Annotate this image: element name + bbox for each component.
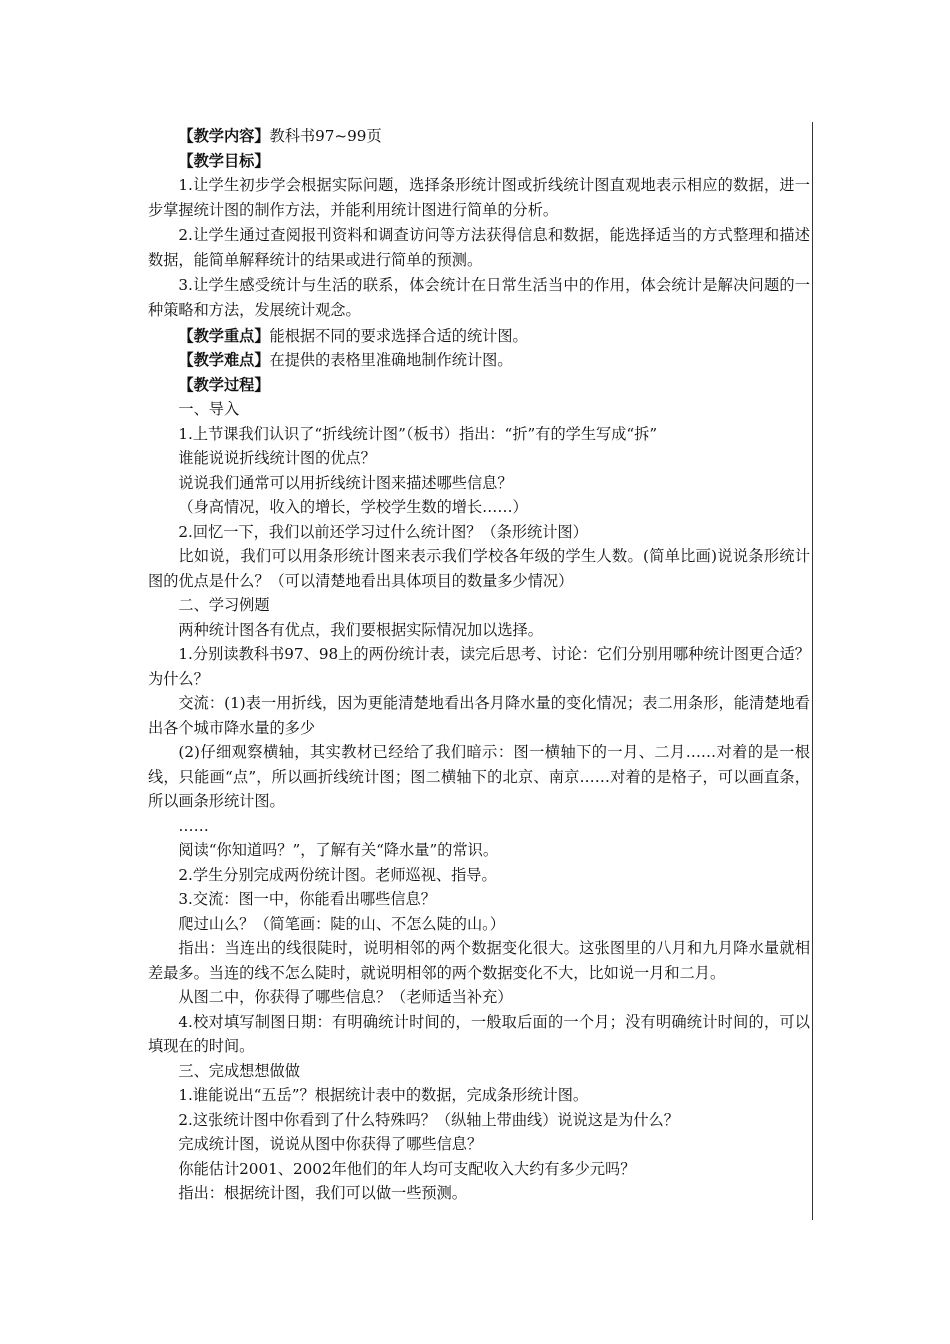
paragraph: （身高情况，收入的增长，学校学生数的增长……） bbox=[178, 498, 528, 517]
paragraph: 2.学生分别完成两份统计图。老师巡视、指导。 bbox=[178, 865, 497, 884]
table-border-line bbox=[812, 122, 813, 1220]
paragraph: 2.这张统计图中你看到了什么特殊吗？（纵轴上带曲线）说说这是为什么？ bbox=[178, 1110, 679, 1129]
key-point-line: 【教学重点】能根据不同的要求选择合适的统计图。 bbox=[178, 326, 528, 345]
section-heading: 一、导入 bbox=[178, 400, 240, 419]
paragraph: 阅读“你知道吗？”，了解有关“降水量”的常识。 bbox=[178, 841, 499, 860]
paragraph: (2)仔细观察横轴，其实教材已经给了我们暗示：图一横轴下的一月、二月……对着的是一根线，只能画“点”，所以画折线统计图；图二横轴下的北京、南京……对着的是格子，可以画直条，所以画条形统计图。 bbox=[148, 743, 810, 811]
paragraph: 谁能说说折线统计图的优点？ bbox=[178, 449, 376, 468]
teaching-process-heading: 【教学过程】 bbox=[178, 375, 270, 394]
paragraph: 4.校对填写制图日期：有明确统计时间的，一般取后面的一个月；没有明确统计时间的，可以填现在的时间。 bbox=[148, 1012, 810, 1056]
paragraph: 比如说，我们可以用条形统计图来表示我们学校各年级的学生人数。(简单比画)说说条形统计图的优点是什么？（可以清楚地看出具体项目的数量多少情况） bbox=[148, 547, 810, 590]
section-heading: 三、完成想想做做 bbox=[178, 1061, 300, 1080]
paragraph: 完成统计图，说说从图中你获得了哪些信息？ bbox=[178, 1135, 483, 1154]
paragraph: 交流：(1)表一用折线，因为更能清楚地看出各月降水量的变化情况；表二用条形，能清楚地看出各个城市降水量的多少 bbox=[148, 694, 810, 737]
section-heading: 二、学习例题 bbox=[178, 596, 270, 615]
paragraph: 1.谁能说出“五岳”？根据统计表中的数据，完成条形统计图。 bbox=[178, 1086, 589, 1105]
difficulty-line: 【教学难点】在提供的表格里准确地制作统计图。 bbox=[178, 351, 513, 370]
teaching-content-line: 【教学内容】教科书97~99页 bbox=[178, 127, 382, 145]
paragraph: 1.分别读教科书97、98上的两份统计表，读完后思考、讨论：它们分别用哪种统计图更合适？为什么？ bbox=[148, 645, 810, 688]
paragraph: 指出：根据统计图，我们可以做一些预测。 bbox=[178, 1184, 467, 1203]
goal-paragraph: 1.让学生初步学会根据实际问题，选择条形统计图或折线统计图直观地表示相应的数据，进一步掌握统计图的制作方法，并能利用统计图进行简单的分析。 bbox=[148, 176, 810, 219]
lesson-plan-content bbox=[148, 124, 810, 1206]
goal-paragraph: 2.让学生通过查阅报刊资料和调查访问等方法获得信息和数据，能选择适当的方式整理和描述数据，能简单解释统计的结果或进行简单的预测。 bbox=[148, 226, 810, 269]
paragraph: 说说我们通常可以用折线统计图来描述哪些信息？ bbox=[178, 473, 513, 492]
paragraph: 你能估计2001、2002年他们的年人均可支配收入大约有多少元吗？ bbox=[178, 1159, 636, 1178]
paragraph: 爬过山么？（简笔画：陡的山、不怎么陡的山。） bbox=[178, 914, 505, 933]
teaching-goals-heading: 【教学目标】 bbox=[178, 151, 270, 170]
paragraph: 3.交流：图一中，你能看出哪些信息？ bbox=[178, 890, 436, 909]
paragraph: 两种统计图各有优点，我们要根据实际情况加以选择。 bbox=[178, 620, 543, 639]
paragraph: …… bbox=[178, 816, 209, 835]
paragraph: 从图二中，你获得了哪些信息？（老师适当补充） bbox=[178, 988, 513, 1007]
paragraph: 1.上节课我们认识了“折线统计图”（板书）指出：“折”有的学生写成“拆” bbox=[178, 424, 658, 443]
paragraph: 指出：当连出的线很陡时，说明相邻的两个数据变化很大。这张图里的八月和九月降水量就相差最多。当连的线不怎么陡时，就说明相邻的两个数据变化不大，比如说一月和二月。 bbox=[148, 939, 810, 982]
section-label: 【教学内容】 bbox=[178, 127, 270, 145]
paragraph: 2.回忆一下，我们以前还学习过什么统计图？（条形统计图） bbox=[178, 522, 588, 541]
goal-paragraph: 3.让学生感受统计与生活的联系，体会统计在日常生活当中的作用，体会统计是解决问题的一种策略和方法，发展统计观念。 bbox=[148, 276, 810, 319]
